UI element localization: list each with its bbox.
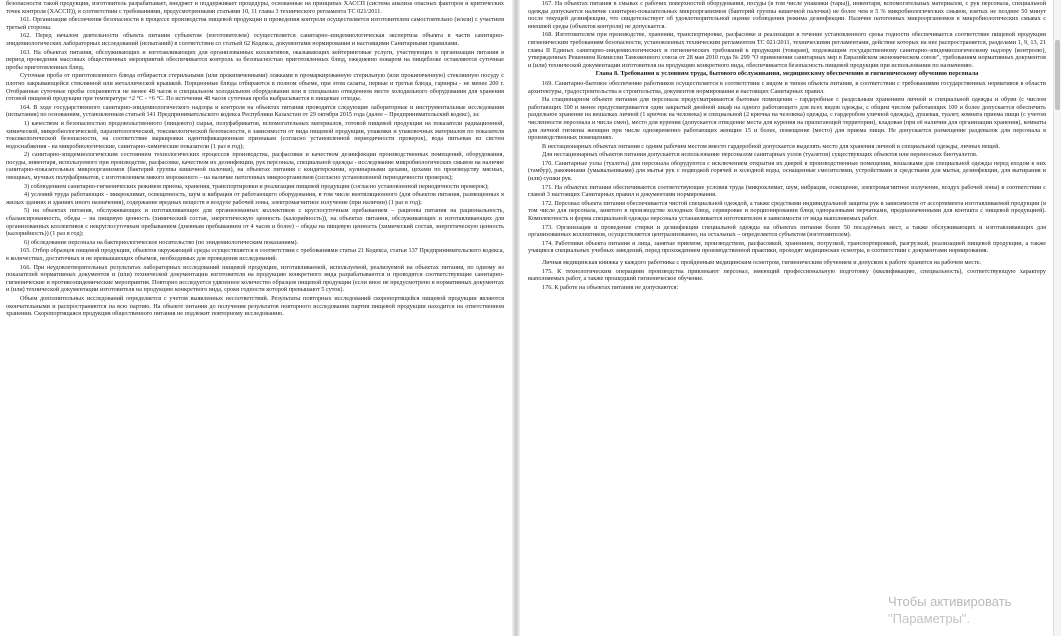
paragraph: 164. В ходе государственного санитарно-эпидемиологического надзора и контроля на объектах питания проводятся следующие лабораторные и инструментальные исследования (испытания) по основаниям, установленным статьей 141 Предпринимательского кодекса Республики Казахстан от 29 октября 2015 года (далее – Предпринимательский кодекс), за:	[6, 103, 504, 119]
paragraph: 161. Организация обеспечения безопасности в процессе производства пищевой продукции и проведения контроля осуществляется изготовителем самостоятельно (и/или) с участием третьей стороны.	[6, 16, 504, 31]
scrollbar-thumb[interactable]	[1055, 40, 1060, 110]
paragraph: 170. Санитарные узлы (туалеты) для персонала оборудуются с исключением открытия их дверей в производственные помещения, вешалками для специальной одежды перед входом в них (тамбур), раковинами (умывальниками) для мытья рук с подводкой горячей и холодной воды, оснащенные смесителями, устройствами и средствами для мытья, дезинфекции, для вытирания и (или) сушки рук.	[528, 159, 1046, 183]
chapter-heading: Глава 8. Требования к условиям труда, бытового обслуживания, медицинскому обеспечению и гигиеническому обучению персонала	[595, 70, 979, 78]
paragraph: 172. Персонал объекта питания обеспечивается чистой специальной одеждой, а также средствами индивидуальной защиты рук в зависимости от ассортимента изготавливаемой продукции (в том числе для персонала, занятого в производстве холодных блюд, сервировке и порционировании блюд одноразовыми перчатками, предназначенными для контакта с пищевой продукцией). Комплектность и форма специальной одежды персонала устанавливается изготовителем в зависимости от вида выполняемых работ.	[528, 199, 1046, 223]
paragraph: 163. На объектах питания, обслуживающих и изготавливающих для организованных коллективов, оказывающих кейтеринговые услуги, участвующих в организации питания в период проведения массовых общественных мероприятий обеспечивается контроль за безопасностью приготовленных блюд, ежедневно поваром на пищеблоке оставляются суточные пробы приготовленных блюд.	[6, 48, 504, 71]
activation-line-2: "Параметры".	[888, 611, 971, 626]
paragraph: Личная медицинская книжка у каждого работника с пройденным медицинским осмотром, гигиеническим обучением и допуском к работе хранится на рабочем месте.	[542, 259, 982, 266]
paragraph: Объем дополнительных исследований определяется с учетом выявленных несоответствий. Результаты повторных исследований скоропортящейся пищевой продукции являются окончательными и распространяются на всю партию. На объекте питания до получения результатов повторного исследования партия пищевой продукции находится на ответственном хранении. Скоропортящаяся продукция общественного питания не подлежит повторному исследованию.	[6, 294, 504, 318]
paragraph: безопасности такой продукции, изготовитель разрабатывает, внедряет и поддерживает процедуры, основанные на принципах ХАССП (система анализа опасных факторов и критических точек контроля (ХАССП)), в соответствии с требованиями, предусмотренными статьями 10, 11 главы 3 технического регламента ТС 021/2011.	[6, 0, 504, 15]
paragraph: 1) качеством и безопасностью продовольственного (пищевого) сырья, полуфабрикатов, вспомогательных материалов, готовой пищевой продукции на показатели радиационной, химической, микробиологической, паразитологической, токсикологической безопасности, в зависимости от вида пищевой продукции, упаковки и упаковочных материалов по показателя токсикологической безопасности, на соответствие маркировки идентификационным признакам (согласно установленной периодичности проверок), вода питьевая из систем водоснабжения - на микробиологические, санитарно-химические показатели (1 раз в год);	[6, 119, 504, 150]
windows-activation-watermark	[888, 593, 1061, 627]
paragraph: 162. Перед началом деятельности объекта питания субъектом (изготовителем) осуществляется санитарно-эпидемиологическая экспертиза объекта в части санитарно-эпидемиологических лабораторных исследований (испытаний) в соответствии со статьей 62 Кодекса, документами нормирования и настоящими Санитарными правилами.	[6, 32, 504, 47]
paragraph: 168. Изготовителем при производстве, хранении, транспортировке, расфасовке и реализации в течение установленного срока годности обеспечивается соответствие пищевой продукции гигиеническим требованиям безопасности, установленных техническим регламентом ТС 021/2011, техническими регламентами, действие которых на нее распространяется, разделами 1, 9, 13, 21 главы II Единых санитарно-эпидемиологических и гигиенических требований к продукции (товарам), подлежащим государственному санитарно-эпидемиологическому надзору (контролю), утвержденных Решением Комиссии Таможенного союза от 28 мая 2010 года № 299 "О применении санитарных мер в Евразийском экономическом союзе", требованиям нормативных документов и (или) технической документации изготовителя на продукцию конкретного вида, обеспечивается безопасность пищевой продукции при использовании по назначению.	[528, 31, 1046, 69]
paragraph: 165. Отбор образцов пищевой продукции, объектов окружающей среды осуществляется в соответствии с требованиями статьи 21 Кодекса, статьи 137 Предпринимательского кодекса, в количествах, достаточных и не превышающих объемов, необходимых для проведения исследований.	[6, 247, 504, 262]
paragraph: 4) условий труда работающих - микроклимат, освещенность, шум и вибрация от работающего оборудования, в том числе вентиляционного (для объектов питания, размещенных в жилых зданиях и зданиях иного назначения), содержание вредных веществ в воздухе рабочей зоны, электромагнитное излучение (при наличии) (1 раз в год);	[6, 191, 504, 206]
paragraph: 176. К работе на объектах питания не допускаются:	[542, 283, 679, 291]
paragraph: Для нестационарных объектов питания допускается использование персоналом санитарных узлов (туалетов) существующих объектов или переносных биотуалетов.	[542, 151, 978, 159]
paragraph: 5) на объектах питания, обслуживающих и изготавливающих для организованных коллективов с круглосуточным пребыванием – рационы питания на рациональность, сбалансированность, обеды – на пищевую ценность (химический состав, энергетическую ценность (калорийность)), на объектах питания, обслуживающих и изготавливающих для организованных коллективов с некруглосуточным пребыванием (дневным пребыванием от 4 часов и более) – обеды на пищевую ценность (химический состав, энергетическую ценность (калорийность)) (1 раз в год);	[6, 207, 504, 238]
paragraph: 171. На объектах питания обеспечиваются соответствующие условия труда (микроклимат, шум, вибрация, освещение, электромагнитное излучение, воздух рабочей зоны) в соответствии с главой 3 настоящих Санитарных правил и документами нормирования.	[528, 183, 1046, 199]
paragraph: 174. Работники объекта питания и лица, занятые приемом, производством, расфасовкой, хранением, погрузкой, транспортировкой, разгрузкой, реализацией пищевой продукции, а также учащиеся специальных учебных заведений, перед прохождением производственной практики, проходят медицинские осмотры, в соответствии с документами нормирования.	[528, 239, 1046, 255]
paragraph: 166. При неудовлетворительных результатах лабораторных исследований пищевой продукции, изготавливаемой, используемой, реализуемой на объектах питания, по одному из показателей нормативных документов и (или) технической документации изготовителя на продукцию конкретного вида разрабатываются и проводятся соответствующие санитарно-гигиенические и противоэпидемические мероприятия. Повторно исследуется удвоенное количество образцов пищевой продукции (если иное не предусмотрено в нормативных документах и (или) технической документации изготовителя на продукцию конкретного вида, сроки годности которой превышают 5 суток).	[6, 263, 504, 294]
paragraph: В нестационарных объектах питания с одним рабочим местом вместо гардеробной допускается выделять место для хранения личной и специальной одежды, личных вещей.	[542, 142, 1001, 150]
paragraph: 2) санитарно-эпидемиологическим состоянием технологических процессов производства, расфасовки и качеством дезинфекции производственных помещений, оборудования, посуды, инвентаря, используемого при производстве, расфасовке, качеством их дезинфекции, рук персонала, специальной одежды - исследование микробиологических смывов на наличие санитарно-показательных микроорганизмов (бактерий группы кишечной палочки), на объектах питания с кондитерскими, кулинарными цехами, цехами по производству мясных, овощных, мучных полуфабрикатов, с изготовлением мякого мороженого – на наличие патогенных микроорганизмов (согласно установленной периодичности проверок);	[6, 151, 504, 182]
right-page-top-text	[528, 0, 1046, 69]
vertical-scrollbar[interactable]	[1053, 0, 1061, 636]
paragraph: 3) соблюдением санитарно-гигиенических режимов приема, хранения, транспортировки и реализации пищевой продукции (согласно установленной периодичности проверок);	[24, 182, 489, 190]
paragraph: На стационарном объекте питания для персонала предусматриваются бытовые помещения - гардеробные с раздельным хранением личной и специальной одежды и обуви (с числом работающих 100 и менее предусматривается один закрытый двойной шкаф на одного работающего для всех видов одежды, с общим числом работающих 100 и более допускается обеспечить раздельное хранение на вешалках личной (1 крючок на человека) и специальной (2 крючка на человека) одежды, с гардеробом уличной одежды), душевая, туалет, комната приема пищи (с учетом численности персонала и числа смен), место для курения (допускается отведение места для курения на прилегающей территории), кладовая (при её наличии для организации хранения), комнаты для личной гигиены женщин при числе одновременно работающих женщин 15 и более, помещение (место) для приема пищи. Не допускается размещение раздевалок для персонала в производственных помещениях.	[528, 96, 1046, 142]
paragraph: Суточная проба от приготовленного блюда отбирается стерильными (или прокипяченными) ложками в промаркированную стерильную (или прокипяченную) стеклянную посуду с плотно закрывающейся стеклянной или металлической крышкой. Порционные блюда отбираются в полном объеме, при этом салаты, первые и третьи блюда, гарниры - не менее 200 г. Отобранные суточные пробы сохраняются не менее 48 часов в специальном холодильном оборудовании или в специально отведенном месте холодильного оборудования для хранения готовой пищевой продукции при температуре +2 °С - +6 °С. По истечении 48 часов суточная проба выбрасывается в пищевые отходы.	[6, 72, 504, 103]
paragraph: 173. Организация и проведение стирки и дезинфекции специальной одежды на объектах питания более 50 посадочных мест, а также обслуживающих и изготавливающих для организованных коллективов, осуществляется централизованно, на остальных – определяется субъектом (изготовителем).	[528, 223, 1046, 239]
page-right	[520, 0, 1054, 636]
right-page-bottom-text	[528, 80, 1046, 291]
paragraph: 169. Санитарно-бытовое обеспечение работников осуществляется в соответствии с видом и типом объекта питания, в соответствии с требованиями государственных нормативов в области архитектуры, градостроительства и строительства, документов нормирования и настоящих Санитарных правил.	[528, 79, 1046, 95]
paragraph: 6) обследование персонала на бактериологическое носительство (по эпидемиологическим показаниям).	[24, 238, 299, 246]
paragraph: 175. К технологическим операциям производства привлекают персонал, имеющий профессиональную подготовку (квалификацию, специальность), соответствующую характеру выполняемых работ, а также прошедший гигиеническое обучение.	[528, 267, 1046, 283]
activation-line-1: Чтобы активировать	[888, 594, 1012, 609]
paragraph: 167. На объектах питания в смывах с рабочих поверхностей оборудования, посуды (в том числе упаковки (тары)), инвентаря, вспомогательных материалов, с рук персонала, специальной одежды допускается наличие санитарно-показательных микроорганизмов (бактерий группы кишечной палочки) не более чем в 5 % микробиологических смывов, взятых не позднее 50 минут после текущей дезинфекции, что свидетельствует об удовлетворительной оценке соблюдения режима дезинфекции. Наличие патогенных микроорганизмов в микробиологических смывах с внешней среды (объектов контроля) не допускается.	[528, 0, 1046, 30]
page-left	[0, 0, 512, 636]
page-gutter	[512, 0, 520, 636]
